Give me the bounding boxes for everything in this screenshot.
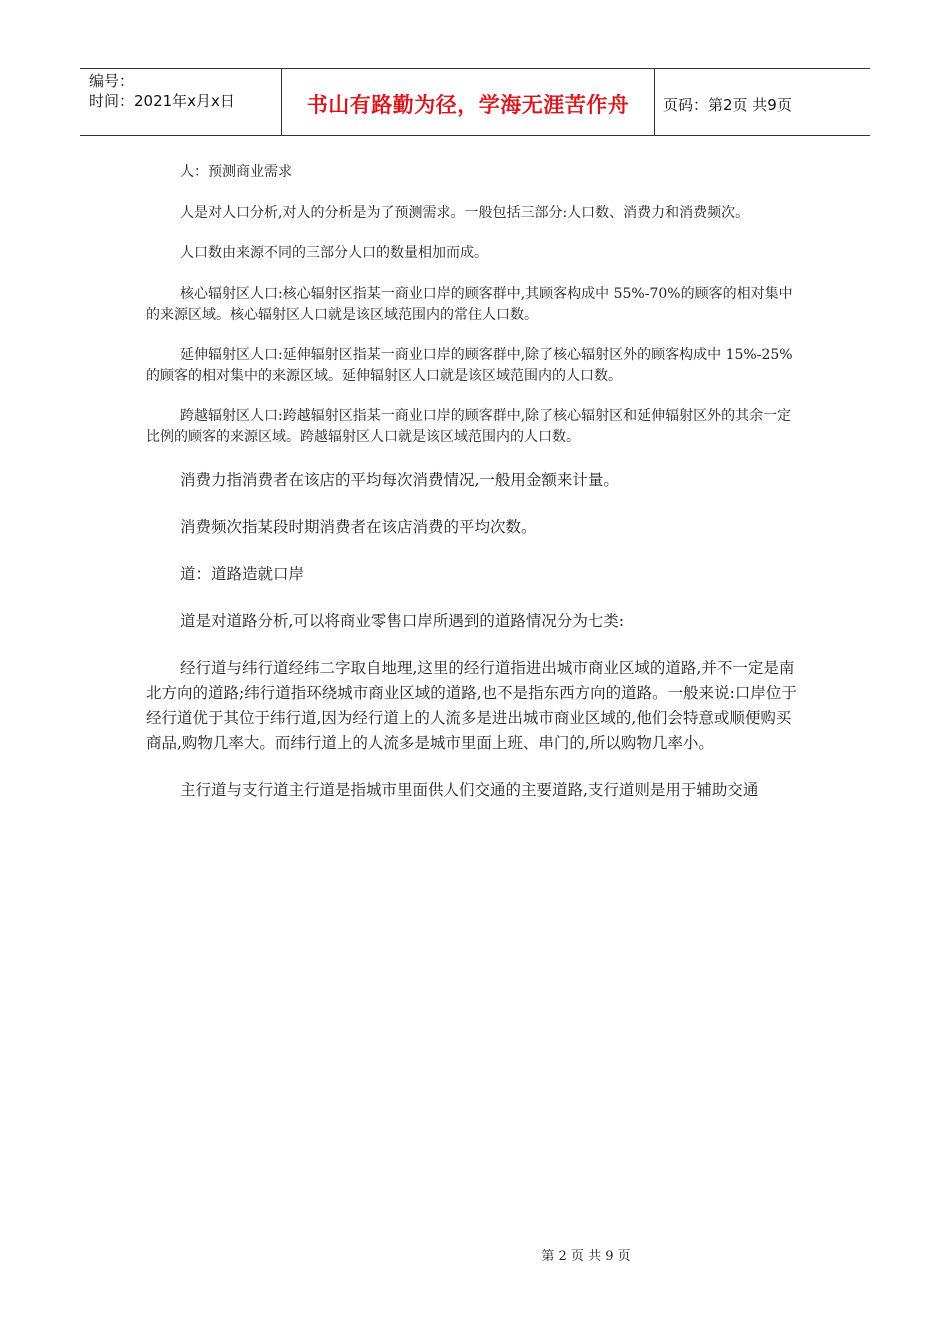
document-body <box>146 162 801 803</box>
paragraph: 消费频次指某段时期消费者在该店消费的平均次数。 <box>180 518 537 536</box>
paragraph: 经行道与纬行道经纬二字取自地理,这里的经行道指进出城市商业区域的道路,并不一定是南北方向的道路;纬行道指环绕城市商业区域的道路,也不是指东西方向的道路。一般来说:口岸位于经行道优于其位于纬行道,因为经行道上的人流多是进出城市商业区域的,他们会特意或顺便购买商品,购物几率大。而纬行道上的人流多是城市里面上班、串门的,所以购物几率小。 <box>146 659 797 752</box>
paragraph: 道是对道路分析,可以将商业零售口岸所遇到的道路情况分为七类: <box>180 612 625 630</box>
number-label: 编号： <box>89 72 135 90</box>
date-label: 时间：2021年x月x日 <box>89 92 235 110</box>
paragraph: 主行道与支行道主行道是指城市里面供人们交通的主要道路,支行道则是用于辅助交通 <box>180 781 759 799</box>
header-meta-cell <box>80 69 282 135</box>
header-motto-cell <box>282 69 655 135</box>
section-heading-road: 道：道路造就口岸 <box>180 565 305 583</box>
header-page-cell <box>655 69 870 135</box>
paragraph: 延伸辐射区人口:延伸辐射区指某一商业口岸的顾客群中,除了核心辐射区外的顾客构成中 15%-25%的顾客的相对集中的来源区域。延伸辐射区人口就是该区域范围内的人口数。 <box>146 347 793 384</box>
page-info: 页码：第2页 共9页 <box>663 95 792 114</box>
document-header <box>80 68 870 136</box>
paragraph: 消费力指消费者在该店的平均每次消费情况,一般用金额来计量。 <box>180 471 619 489</box>
section-heading-people: 人：预测商业需求 <box>180 164 292 180</box>
paragraph: 跨越辐射区人口:跨越辐射区指某一商业口岸的顾客群中,除了核心辐射区和延伸辐射区外的其余一定比例的顾客的来源区域。跨越辐射区人口就是该区域范围内的人口数。 <box>146 408 792 445</box>
paragraph: 人口数由来源不同的三部分人口的数量相加而成。 <box>180 245 488 261</box>
motto-text: 书山有路勤为径，学海无涯苦作舟 <box>306 93 630 117</box>
paragraph: 核心辐射区人口:核心辐射区指某一商业口岸的顾客群中,其顾客构成中 55%-70%的顾客的相对集中的来源区域。核心辐射区人口就是该区域范围内的常住人口数。 <box>146 286 793 323</box>
paragraph: 人是对人口分析,对人的分析是为了预测需求。一般包括三部分:人口数、消费力和消费频次。 <box>180 205 750 221</box>
page-footer: 第 2 页 共 9 页 <box>541 1249 631 1264</box>
